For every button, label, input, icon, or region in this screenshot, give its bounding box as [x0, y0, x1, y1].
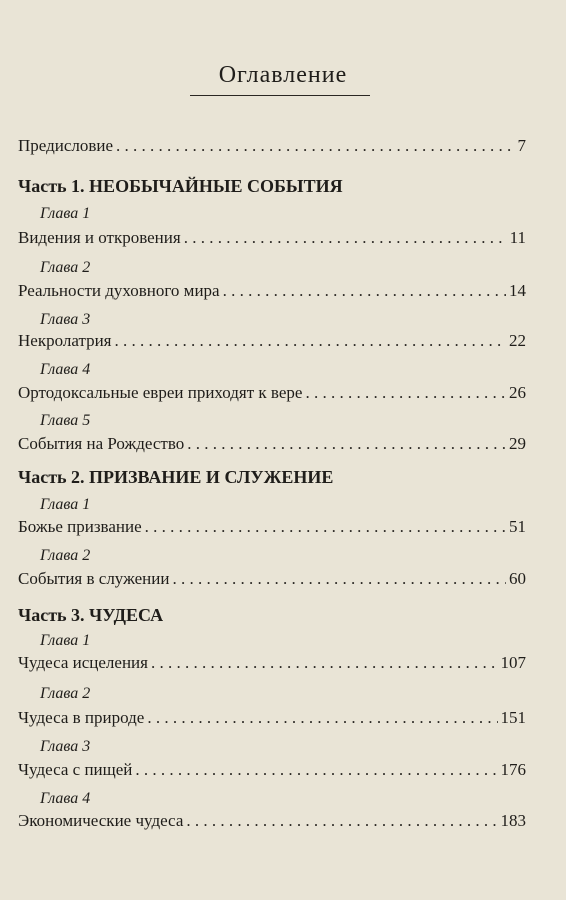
toc-entry-page: 183	[500, 811, 526, 830]
chapter-number: Глава 4	[40, 790, 91, 807]
chapter-number: Глава 1	[40, 205, 91, 222]
toc-entry-page: 7	[517, 136, 526, 155]
toc-entry-label: Божье призвание	[18, 517, 142, 536]
part-heading: Часть 3. ЧУДЕСА	[18, 605, 164, 625]
toc-entry-page: 151	[500, 708, 526, 727]
dot-leader	[187, 434, 506, 454]
toc-entry-page: 14	[509, 281, 526, 300]
toc-entry[interactable]	[18, 517, 526, 537]
toc-entry[interactable]	[18, 228, 526, 248]
chapter-number: Глава 1	[40, 632, 91, 649]
toc-entry-page: 29	[509, 434, 526, 453]
toc-entry-page: 60	[509, 569, 526, 588]
toc-entry[interactable]	[18, 653, 526, 673]
chapter-number: Глава 2	[40, 547, 91, 564]
toc-entry[interactable]	[18, 281, 526, 301]
toc-entry-label: Некролатрия	[18, 331, 112, 350]
toc-entry-page: 51	[509, 517, 526, 536]
toc-entry-page: 107	[500, 653, 526, 672]
toc-entry[interactable]	[18, 708, 526, 728]
dot-leader	[135, 760, 497, 780]
toc-entry-label: События на Рождество	[18, 434, 185, 453]
toc-entry-label: Чудеса с пищей	[18, 760, 133, 779]
toc-entry-label: Чудеса в природе	[18, 708, 145, 727]
dot-leader	[115, 331, 507, 351]
toc-entry[interactable]	[18, 434, 526, 454]
part-heading: Часть 2. ПРИЗВАНИЕ И СЛУЖЕНИЕ	[18, 467, 334, 487]
toc-entry-page: 22	[509, 331, 526, 350]
toc-entry[interactable]	[18, 811, 526, 831]
toc-entry[interactable]	[18, 760, 526, 780]
part-heading: Часть 1. НЕОБЫЧАЙНЫЕ СОБЫТИЯ	[18, 176, 343, 196]
title-underline	[190, 95, 370, 96]
toc-entry-label: Чудеса исцеления	[18, 653, 148, 672]
chapter-number: Глава 3	[40, 738, 91, 755]
chapter-number: Глава 5	[40, 412, 91, 429]
toc-entry[interactable]	[18, 383, 526, 403]
toc-entry-label: События в служении	[18, 569, 170, 588]
page-title: Оглавление	[218, 62, 348, 88]
dot-leader	[172, 569, 506, 589]
chapter-number: Глава 2	[40, 259, 91, 276]
toc-entry-label: Экономические чудеса	[18, 811, 184, 830]
dot-leader	[184, 228, 507, 248]
chapter-number: Глава 1	[40, 496, 91, 513]
dot-leader	[223, 281, 506, 301]
toc-entry-label: Видения и откровения	[18, 228, 181, 247]
dot-leader	[147, 708, 497, 728]
toc-entry-label: Реальности духовного мира	[18, 281, 220, 300]
chapter-number: Глава 4	[40, 361, 91, 378]
toc-entry-label: Ортодоксальные евреи приходят к вере	[18, 383, 303, 402]
toc-entry-page: 176	[500, 760, 526, 779]
toc-entry-label: Предисловие	[18, 136, 114, 155]
dot-leader	[151, 653, 498, 673]
dot-leader	[305, 383, 506, 403]
toc-entry[interactable]	[18, 569, 526, 589]
dot-leader	[186, 811, 497, 831]
toc-entry-page: 26	[509, 383, 526, 402]
chapter-number: Глава 3	[40, 311, 91, 328]
toc-entry[interactable]	[18, 331, 526, 351]
toc-entry-preface[interactable]	[18, 136, 526, 156]
chapter-number: Глава 2	[40, 685, 91, 702]
dot-leader	[116, 136, 514, 156]
dot-leader	[145, 517, 506, 537]
toc-entry-page: 11	[509, 228, 526, 247]
